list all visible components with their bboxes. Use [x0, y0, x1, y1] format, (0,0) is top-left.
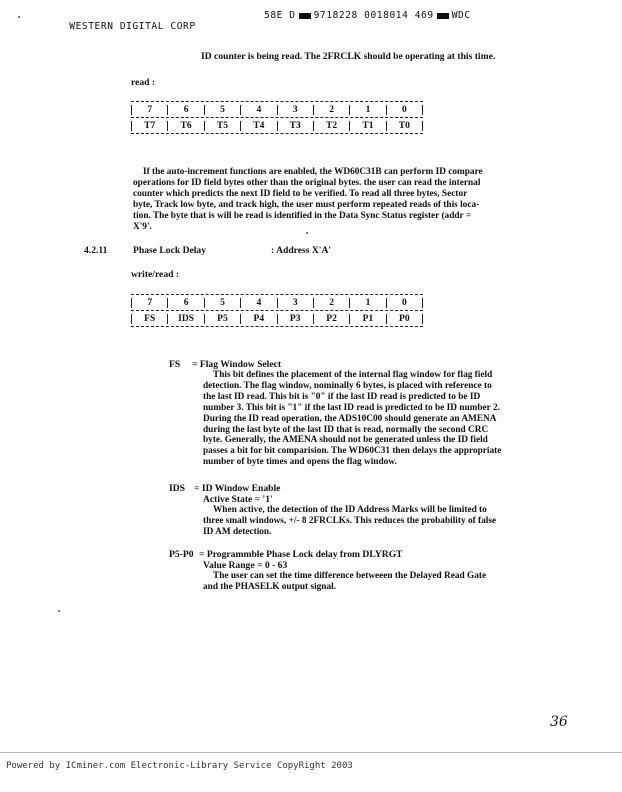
bit-number: 7: [131, 298, 167, 308]
register-read-table: [131, 101, 423, 134]
bit-name: FS: [131, 314, 167, 324]
fs-title: = Flag Window Select: [192, 359, 282, 370]
bit-name-row: [131, 311, 423, 326]
bit-number: 5: [204, 105, 240, 115]
bit-number: 0: [386, 298, 423, 308]
paragraph-line: This bit defines the placement of the internal flag window for flag field: [213, 370, 493, 380]
paragraph-line: byte, Track low byte, and track high, the user must perform repeated reads of this loca-: [133, 199, 480, 210]
p5p0-range: Value Range = 0 - 63: [203, 560, 288, 571]
header-code-mid: 9718228 0018014 469: [313, 10, 434, 21]
paragraph-line: ID AM detection.: [203, 526, 272, 537]
paragraph-line: counter which predicts the next ID field to be verified. To read all three bytes, Sector: [133, 188, 468, 199]
paragraph-line: During the ID read operation, the ADS10C00 should generate an AMENA: [203, 413, 497, 424]
paragraph-line: byte. Generally, the AMENA should not be generated unless the ID field: [203, 435, 488, 446]
bit-number: 6: [167, 298, 203, 308]
paragraph-line: and the PHASELK output signal.: [203, 581, 337, 592]
bit-name: P2: [313, 314, 349, 324]
barcode-mark-icon: [437, 13, 449, 19]
reg2-label: write/read :: [131, 269, 180, 280]
reg1-label: read :: [131, 77, 156, 88]
bit-number: 1: [349, 105, 385, 115]
bit-name: P5: [204, 314, 240, 324]
footer-credit: Powered by ICminer.com Electronic-Library Service CopyRight 2003: [6, 761, 353, 771]
p5p0-description: [203, 571, 556, 593]
bit-name: T2: [313, 121, 349, 131]
fs-description: [203, 370, 556, 468]
bit-name: P1: [349, 314, 385, 324]
bit-number-row: [131, 102, 423, 117]
paragraph-line: detection. The flag window, nominally 6 bytes, is placed with reference to: [203, 380, 492, 391]
bit-number: 2: [313, 105, 349, 115]
header-company: WESTERN DIGITAL CORP: [69, 21, 196, 32]
paragraph-line: during the last byte of the last ID that is read, normally the second CRC: [203, 424, 489, 435]
ids-term: IDS: [169, 483, 185, 494]
header-codes: [264, 10, 471, 21]
bit-number: 1: [349, 298, 385, 308]
p5p0-term: P5-P0: [169, 549, 194, 560]
paragraph-line: tion. The byte that is will be read is identified in the Data Sync Status register (addr =: [133, 210, 472, 221]
scan-speck: [306, 232, 308, 234]
intro-line: ID counter is being read. The 2FRCLK should be operating at this time.: [201, 51, 496, 62]
bit-name-row: [131, 118, 423, 133]
bit-number: 5: [204, 298, 240, 308]
section-title: Phase Lock Delay: [133, 245, 207, 256]
paragraph-line: When active, the detection of the ID Address Marks will be limited to: [213, 505, 487, 515]
ids-title: = ID Window Enable: [194, 483, 281, 494]
bit-name: P0: [386, 314, 423, 324]
bit-number: 3: [277, 298, 313, 308]
register-write-read-table: [131, 294, 423, 327]
bit-name: T0: [386, 121, 423, 131]
ids-description: [203, 505, 556, 538]
bit-number: 3: [277, 105, 313, 115]
paragraph-line: number of byte times and opens the flag window.: [203, 457, 397, 468]
header-code-left: 58E D: [264, 10, 296, 21]
paragraph-line: number 3. This bit is "1" if the last ID read is predicted to be ID number 2.: [203, 402, 500, 413]
bit-number: 4: [240, 105, 276, 115]
ids-state: Active State = '1': [203, 494, 273, 505]
paragraph-line: The user can set the time difference betweeen the Delayed Read Gate: [213, 571, 487, 581]
bit-number-row: [131, 295, 423, 310]
scan-speck: [58, 610, 60, 612]
bit-name: T7: [131, 121, 167, 131]
bit-number: 6: [167, 105, 203, 115]
paragraph-line: operations for ID field bytes other than the original bytes. the user can read the internal: [133, 177, 481, 188]
bit-number: 4: [240, 298, 276, 308]
paragraph-line: three small windows, +/- 8 2FRCLKs. This reduces the probability of false: [203, 515, 497, 526]
bit-number: 2: [313, 298, 349, 308]
paragraph-line: If the auto-increment functions are enabled, the WD60C31B can perform ID compare: [143, 167, 483, 177]
bit-name: T6: [167, 121, 203, 131]
barcode-mark-icon: [299, 13, 311, 19]
bit-number: 0: [386, 105, 423, 115]
header-code-right: WDC: [451, 10, 471, 21]
bit-name: T3: [277, 121, 313, 131]
paragraph-line: passes a bit for bit comparision. The WD60C31 then delays the appropriate: [203, 446, 502, 457]
bit-name: IDS: [167, 314, 203, 324]
scan-speck: [18, 16, 20, 18]
bit-name: T5: [204, 121, 240, 131]
paragraph-line: the last ID read. This bit is "0" if the last ID read is predicted to be ID: [203, 391, 481, 402]
bit-number: 7: [131, 105, 167, 115]
bit-name: P3: [277, 314, 313, 324]
bit-name: T4: [240, 121, 276, 131]
fs-term: FS: [169, 359, 181, 370]
p5p0-title: = Programmble Phase Lock delay from DLYRGT: [199, 549, 403, 560]
auto-increment-paragraph: [133, 167, 556, 232]
page-number: 36: [550, 714, 568, 730]
bit-name: P4: [240, 314, 276, 324]
page-header: [44, 10, 598, 54]
section-address: : Address X'A': [271, 245, 332, 256]
bit-name: T1: [349, 121, 385, 131]
section-number: 4.2.11: [84, 245, 108, 256]
paragraph-line: X'9'.: [133, 221, 152, 232]
